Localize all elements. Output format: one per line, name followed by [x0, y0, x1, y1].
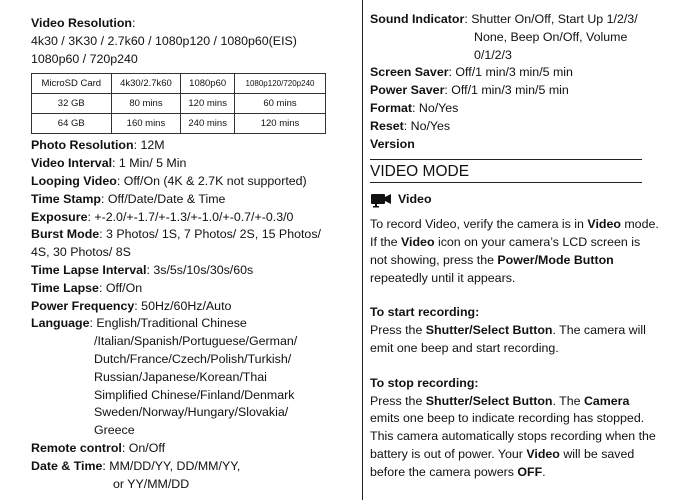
photo-resolution-spec	[31, 137, 349, 155]
sound-indicator-line: None, Beep On/Off, Volume	[474, 29, 628, 44]
video-camera-icon	[370, 192, 392, 208]
stop-bold: Shutter/Select Button	[425, 393, 553, 408]
sound-indicator-value: : Shutter On/Off, Start Up 1/2/3/	[464, 12, 638, 26]
reset-spec	[370, 118, 660, 136]
table-header-cell: 1080p60	[181, 74, 235, 94]
language-line: Sweden/Norway/Hungary/Slovakia/	[94, 405, 289, 420]
spacer	[370, 358, 660, 375]
time-lapse-spec	[31, 280, 349, 298]
video-intro-paragraph	[370, 216, 660, 287]
start-text: Press the	[370, 323, 426, 338]
date-time-label: Date & Time	[31, 458, 103, 473]
reset-label: Reset	[370, 118, 404, 133]
video-heading-text: Video	[398, 192, 432, 207]
video-resolution-line2: 1080p60 / 720p240	[31, 51, 138, 66]
exposure-value: : +-2.0/+-1.7/+-1.3/+-1.0/+-0.7/+-0.3/0	[87, 209, 294, 224]
time-lapse-interval-value: : 3s/5s/10s/30s/60s	[146, 262, 254, 277]
exposure-spec	[31, 209, 349, 227]
screen-saver-value: : Off/1 min/3 min/5 min	[448, 65, 573, 80]
date-time-spec	[31, 458, 349, 476]
burst-mode-label: Burst Mode	[31, 227, 100, 242]
burst-mode-spec	[31, 226, 349, 262]
looping-video-label: Looping Video	[31, 173, 117, 188]
intro-text: To record Video, verify the camera is in	[370, 217, 588, 232]
sound-indicator-label: Sound Indicator	[370, 12, 465, 26]
start-text: . The camera will emit one beep and start recording.	[370, 323, 646, 355]
time-stamp-spec	[31, 191, 349, 209]
language-line: Dutch/France/Czech/Polish/Turkish/	[94, 351, 292, 366]
photo-resolution-label: Photo Resolution	[31, 138, 134, 153]
intro-bold: Video	[587, 217, 621, 232]
stop-text: Press the	[370, 393, 426, 408]
stop-text: . The	[552, 393, 584, 408]
spacer	[370, 287, 660, 304]
table-cell: 160 mins	[111, 114, 181, 134]
recording-time-table	[31, 73, 326, 134]
intro-bold: Power/Mode Button	[497, 252, 614, 267]
language-spec	[31, 315, 349, 333]
format-label: Format	[370, 100, 412, 115]
photo-resolution-value: : 12M	[133, 138, 165, 153]
start-bold: Shutter/Select Button	[425, 323, 553, 338]
time-lapse-value: : Off/On	[98, 280, 143, 295]
looping-video-spec	[31, 173, 349, 191]
remote-control-label: Remote control	[31, 440, 122, 455]
time-lapse-interval-label: Time Lapse Interval	[31, 262, 147, 277]
start-recording-heading	[370, 304, 660, 322]
intro-text: icon on your camera’s LCD screen is not showing, press the	[370, 234, 641, 267]
stop-bold: Camera	[583, 393, 630, 408]
burst-mode-line2: 4S, 30 Photos/ 8S	[31, 245, 131, 260]
remote-control-spec	[31, 440, 349, 458]
intro-bold: Video	[401, 234, 435, 249]
video-resolution-colon: :	[131, 16, 136, 30]
column-divider	[362, 0, 363, 500]
stop-recording-paragraph	[370, 393, 660, 482]
language-line: /Italian/Spanish/Portuguese/German/	[94, 334, 298, 349]
video-resolution-line1: 4k30 / 3K30 / 2.7k60 / 1080p120 / 1080p60(EIS)	[31, 33, 297, 48]
table-row	[32, 114, 326, 134]
time-lapse-interval-spec	[31, 262, 349, 280]
stop-text: will be saved before the camera powers	[370, 446, 635, 479]
video-resolution-label: Video Resolution	[31, 16, 132, 30]
table-header-row	[32, 74, 326, 94]
power-frequency-spec	[31, 298, 349, 316]
start-recording-paragraph	[370, 322, 660, 358]
stop-text: emits one beep to indicate recording has stopped. This camera automatically stops recording when the battery is out of power. Your	[370, 411, 656, 461]
format-spec	[370, 100, 660, 118]
left-column	[31, 15, 349, 493]
power-frequency-label: Power Frequency	[31, 298, 135, 313]
screen-saver-label: Screen Saver	[370, 65, 449, 80]
language-line: Greece	[94, 423, 135, 438]
stop-bold: OFF	[517, 464, 543, 479]
time-stamp-label: Time Stamp	[31, 191, 102, 206]
table-header-cell: 1080p120/720p240	[234, 74, 325, 94]
format-value: : No/Yes	[412, 100, 459, 115]
sound-indicator-list	[370, 29, 660, 65]
screen-saver-spec	[370, 64, 660, 82]
intro-text: mode. If the	[370, 217, 659, 249]
power-saver-value: : Off/1 min/3 min/5 min	[444, 83, 569, 98]
power-frequency-value: : 50Hz/60Hz/Auto	[134, 298, 232, 313]
power-saver-spec	[370, 82, 660, 100]
language-list	[31, 333, 349, 440]
language-line: Russian/Japanese/Korean/Thai	[94, 369, 267, 384]
section-title: VIDEO MODE	[370, 159, 642, 183]
table-header-cell: MicroSD Card	[32, 74, 112, 94]
stop-recording-heading	[370, 375, 660, 393]
video-interval-value: : 1 Min/ 5 Min	[112, 156, 187, 171]
language-label: Language	[31, 316, 90, 331]
sound-indicator-line: 0/1/2/3	[474, 47, 512, 62]
burst-mode-value: : 3 Photos/ 1S, 7 Photos/ 2S, 15 Photos/	[99, 227, 321, 242]
table-header-cell: 4k30/2.7k60	[111, 74, 181, 94]
date-time-line2: or YY/MM/DD	[113, 476, 190, 491]
right-column	[370, 11, 660, 482]
video-interval-label: Video Interval	[31, 156, 113, 171]
table-cell: 32 GB	[32, 94, 112, 114]
language-value: : English/Traditional Chinese	[89, 316, 247, 331]
intro-text: repeatedly until it appears.	[370, 270, 516, 285]
video-heading	[370, 191, 660, 209]
power-saver-label: Power Saver	[370, 83, 445, 98]
time-stamp-value: : Off/Date/Date & Time	[101, 191, 226, 206]
remote-control-value: : On/Off	[121, 440, 166, 455]
sound-indicator-spec	[370, 11, 660, 29]
version-label: Version	[370, 136, 415, 151]
table-cell: 120 mins	[181, 94, 235, 114]
language-line: Simplified Chinese/Finland/Denmark	[94, 387, 295, 402]
stop-text: .	[542, 464, 546, 479]
table-cell: 120 mins	[234, 114, 325, 134]
video-interval-spec	[31, 155, 349, 173]
video-resolution-spec	[31, 15, 349, 68]
exposure-label: Exposure	[31, 209, 88, 224]
reset-value: : No/Yes	[403, 118, 451, 133]
stop-bold: Video	[526, 446, 560, 461]
table-row	[32, 94, 326, 114]
table-cell: 64 GB	[32, 114, 112, 134]
start-heading-text: To start recording:	[370, 305, 480, 320]
version-spec	[370, 136, 660, 154]
stop-heading-text: To stop recording:	[370, 375, 479, 390]
date-time-value: : MM/DD/YY, DD/MM/YY,	[102, 458, 241, 473]
table-cell: 60 mins	[234, 94, 325, 114]
looping-video-value: : Off/On (4K & 2.7K not supported)	[116, 173, 307, 188]
table-cell: 240 mins	[181, 114, 235, 134]
table-cell: 80 mins	[111, 94, 181, 114]
time-lapse-label: Time Lapse	[31, 280, 99, 295]
